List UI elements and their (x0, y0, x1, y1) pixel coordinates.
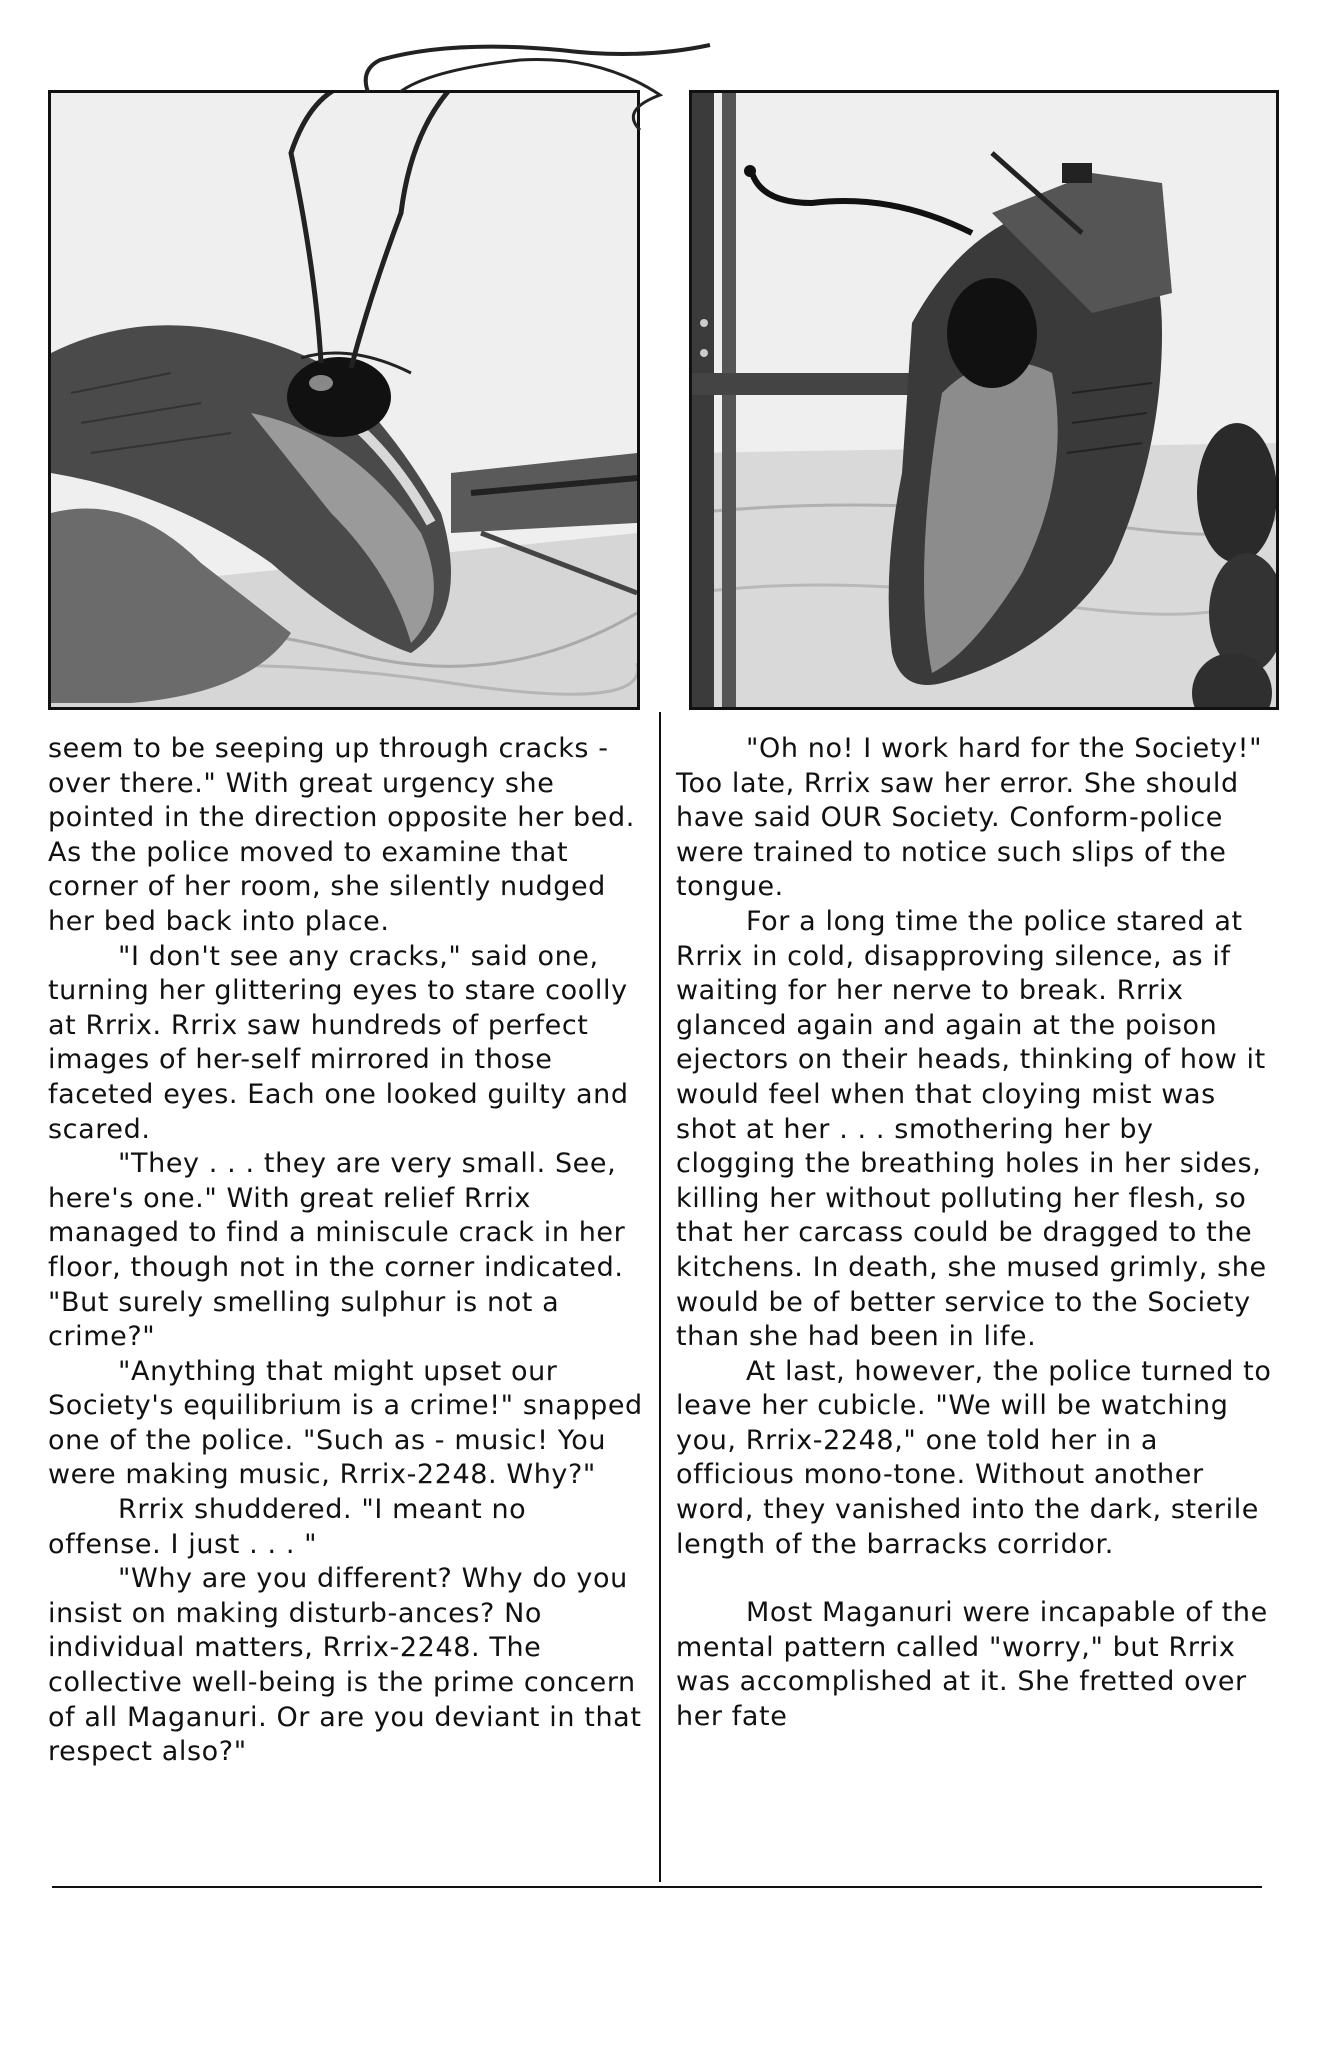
bottom-rule (52, 1886, 1262, 1888)
text-column-left (48, 732, 644, 1770)
column-divider (659, 712, 661, 1882)
illustration-panel-right (689, 90, 1279, 710)
text-column-right (676, 732, 1272, 1735)
paragraph: "Oh no! I work hard for the Society!" Too late, Rrrix saw her error. She should have said OUR Society. Conform-police were trained to notice such slips of the tongue. (676, 733, 1263, 903)
paragraph: "Anything that might upset our Society's equilibrium is a crime!" snapped one of the police. "Such as - music! You were making music, Rrrix-2248. Why?" (48, 1355, 643, 1491)
paragraph: "I don't see any cracks," said one, turning her glittering eyes to stare coolly at Rrrix. Rrrix saw hundreds of perfect images of her-self mirrored in those faceted eyes. Each one looked guilty and scared. (48, 940, 629, 1145)
illustration-panel-left (48, 90, 640, 710)
paragraph: For a long time the police stared at Rrrix in cold, disapproving silence, as if waiting for her nerve to break. Rrrix glanced again and again at the poison ejectors on their heads, thinking of how it would feel when that cloying mist was shot at her . . . smothering her by clogging the breathing holes in her sides, killing her without polluting her flesh, so that her carcass could be dragged to the kitchens. In death, she mused grimly, she would be of better service to the Society than she had been in life. (676, 905, 1267, 1353)
insect-police-illustration (692, 93, 1276, 707)
paragraph: Most Maganuri were incapable of the mental pattern called "worry," but Rrrix was accomplished at it. She fretted over her fate (676, 1597, 1268, 1733)
paragraph: "Why are you different? Why do you insist on making disturb-ances? No individual matters, Rrrix-2248. The collective well-being is the prime concern of all Maganuri. Or are you deviant in that respect also?" (48, 1563, 642, 1768)
paragraph: At last, however, the police turned to leave her cubicle. "We will be watching you, Rrrix-2248," one told her in a officious mono-tone. Without another word, they vanished into the dark, sterile length of the barracks corridor. (676, 1355, 1272, 1560)
insect-head-illustration (51, 93, 637, 707)
paragraph: seem to be seeping up through cracks - over there." With great urgency she pointed in the direction opposite her bed. As the police moved to examine that corner of her room, she silently nudged her bed back into place. (48, 733, 635, 937)
paragraph: "They . . . they are very small. See, here's one." With great relief Rrrix managed to find a miniscule crack in her floor, though not in the corner indicated. "But surely smelling sulphur is not a crime?" (48, 1148, 626, 1353)
paragraph: Rrrix shuddered. "I meant no offense. I just . . . " (48, 1494, 527, 1560)
